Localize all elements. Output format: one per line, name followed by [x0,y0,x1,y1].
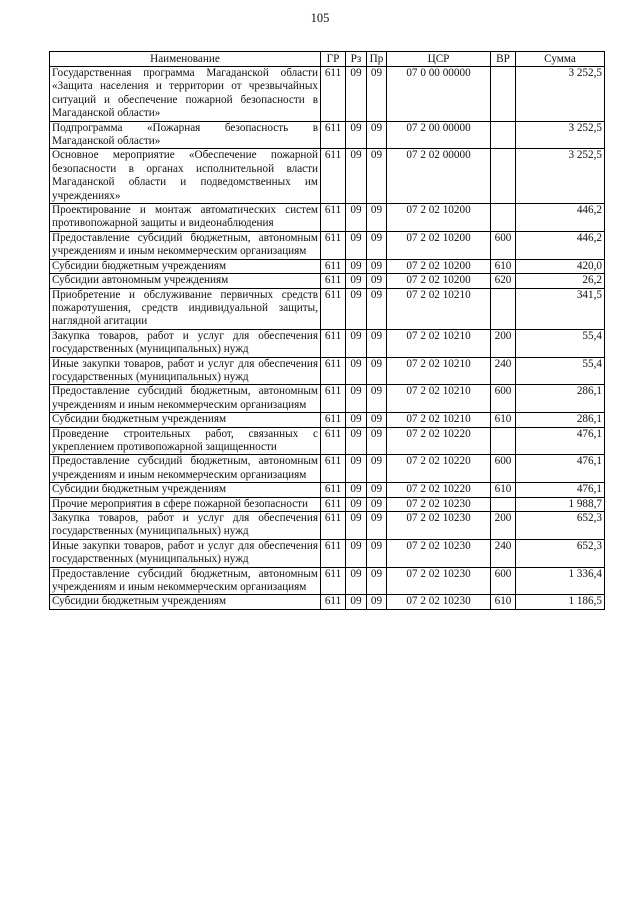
cell-rz: 09 [346,329,367,357]
cell-gr: 611 [321,288,346,329]
cell-pr: 09 [367,497,387,511]
cell-rz: 09 [346,385,367,413]
cell-sum: 55,4 [516,357,605,385]
table-row [50,121,605,149]
table-row [50,567,605,595]
cell-gr: 611 [321,67,346,122]
cell-pr: 09 [367,329,387,357]
cell-rz: 09 [346,595,367,609]
header-vr: ВР [491,52,516,67]
cell-name: Предоставление субсидий бюджетным, автономным учреждениям и иным некоммерческим организациям [50,567,321,595]
cell-rz: 09 [346,413,367,427]
cell-gr: 611 [321,455,346,483]
cell-rz: 09 [346,357,367,385]
cell-vr: 600 [491,455,516,483]
cell-pr: 09 [367,567,387,595]
cell-gr: 611 [321,567,346,595]
table-row [50,204,605,232]
cell-pr: 09 [367,149,387,204]
cell-vr [491,121,516,149]
cell-sum: 446,2 [516,204,605,232]
cell-csr: 07 2 02 10210 [387,288,491,329]
cell-vr: 620 [491,274,516,288]
cell-csr: 07 2 02 10210 [387,385,491,413]
table-row [50,483,605,497]
cell-name: Субсидии бюджетным учреждениям [50,595,321,609]
cell-sum: 286,1 [516,385,605,413]
cell-sum: 55,4 [516,329,605,357]
cell-rz: 09 [346,67,367,122]
cell-pr: 09 [367,231,387,259]
cell-csr: 07 2 02 10230 [387,567,491,595]
cell-name: Подпрограмма «Пожарная безопасность в Магаданской области» [50,121,321,149]
cell-name: Основное мероприятие «Обеспечение пожарной безопасности в органах исполнительной власти Магаданской области и подведомственных им учреждениях» [50,149,321,204]
table-row [50,385,605,413]
cell-name: Приобретение и обслуживание первичных средств пожаротушения, средств индивидуальной защиты, наглядной агитации [50,288,321,329]
table-row [50,67,605,122]
cell-rz: 09 [346,149,367,204]
cell-csr: 07 2 02 10220 [387,455,491,483]
cell-csr: 07 0 00 00000 [387,67,491,122]
table-row [50,288,605,329]
cell-csr: 07 2 00 00000 [387,121,491,149]
cell-vr: 600 [491,385,516,413]
cell-sum: 1 988,7 [516,497,605,511]
cell-vr [491,67,516,122]
cell-rz: 09 [346,274,367,288]
cell-sum: 420,0 [516,259,605,273]
cell-pr: 09 [367,385,387,413]
cell-vr: 240 [491,539,516,567]
cell-gr: 611 [321,274,346,288]
table-row [50,595,605,609]
cell-pr: 09 [367,204,387,232]
cell-pr: 09 [367,427,387,455]
cell-sum: 3 252,5 [516,149,605,204]
cell-name: Иные закупки товаров, работ и услуг для обеспечения государственных (муниципальных) нужд [50,539,321,567]
cell-vr: 610 [491,413,516,427]
cell-name: Предоставление субсидий бюджетным, автономным учреждениям и иным некоммерческим организациям [50,455,321,483]
cell-sum: 1 186,5 [516,595,605,609]
table-body [50,67,605,610]
cell-csr: 07 2 02 10220 [387,427,491,455]
cell-name: Субсидии бюджетным учреждениям [50,413,321,427]
cell-rz: 09 [346,497,367,511]
cell-pr: 09 [367,413,387,427]
cell-sum: 3 252,5 [516,121,605,149]
cell-vr: 240 [491,357,516,385]
table-row [50,274,605,288]
cell-rz: 09 [346,121,367,149]
cell-sum: 446,2 [516,231,605,259]
cell-csr: 07 2 02 10200 [387,231,491,259]
cell-gr: 611 [321,539,346,567]
table-row [50,539,605,567]
cell-rz: 09 [346,204,367,232]
table-row [50,427,605,455]
cell-gr: 611 [321,231,346,259]
cell-vr: 610 [491,259,516,273]
header-sum: Сумма [516,52,605,67]
cell-csr: 07 2 02 10220 [387,483,491,497]
cell-name: Проектирование и монтаж автоматических систем противопожарной защиты и видеонаблюдения [50,204,321,232]
cell-pr: 09 [367,274,387,288]
cell-pr: 09 [367,539,387,567]
cell-vr: 610 [491,483,516,497]
table-row [50,149,605,204]
cell-csr: 07 2 02 10200 [387,274,491,288]
cell-vr: 200 [491,329,516,357]
table-row [50,329,605,357]
cell-sum: 652,3 [516,512,605,540]
header-rz: Рз [346,52,367,67]
cell-gr: 611 [321,121,346,149]
budget-table [49,51,605,610]
cell-sum: 652,3 [516,539,605,567]
cell-name: Предоставление субсидий бюджетным, автономным учреждениям и иным некоммерческим организациям [50,231,321,259]
cell-csr: 07 2 02 10230 [387,497,491,511]
cell-sum: 476,1 [516,455,605,483]
cell-csr: 07 2 02 10200 [387,204,491,232]
cell-gr: 611 [321,204,346,232]
cell-csr: 07 2 02 10210 [387,357,491,385]
cell-sum: 476,1 [516,483,605,497]
cell-pr: 09 [367,595,387,609]
cell-name: Субсидии бюджетным учреждениям [50,259,321,273]
cell-pr: 09 [367,288,387,329]
cell-vr [491,427,516,455]
cell-vr: 600 [491,567,516,595]
cell-gr: 611 [321,329,346,357]
cell-sum: 3 252,5 [516,67,605,122]
cell-name: Проведение строительных работ, связанных с укреплением противопожарной защищенности [50,427,321,455]
cell-pr: 09 [367,483,387,497]
cell-sum: 286,1 [516,413,605,427]
cell-name: Субсидии автономным учреждениям [50,274,321,288]
cell-pr: 09 [367,357,387,385]
cell-gr: 611 [321,385,346,413]
cell-vr [491,497,516,511]
cell-gr: 611 [321,512,346,540]
cell-rz: 09 [346,427,367,455]
cell-csr: 07 2 02 10200 [387,259,491,273]
cell-name: Государственная программа Магаданской области «Защита населения и территории от чрезвычайных ситуаций и обеспечение пожарной безопасности в Магаданской области» [50,67,321,122]
cell-csr: 07 2 02 10230 [387,539,491,567]
table-row [50,357,605,385]
cell-csr: 07 2 02 00000 [387,149,491,204]
cell-gr: 611 [321,149,346,204]
header-csr: ЦСР [387,52,491,67]
cell-name: Закупка товаров, работ и услуг для обеспечения государственных (муниципальных) нужд [50,512,321,540]
cell-gr: 611 [321,497,346,511]
cell-rz: 09 [346,455,367,483]
cell-rz: 09 [346,539,367,567]
cell-rz: 09 [346,512,367,540]
cell-name: Прочие мероприятия в сфере пожарной безопасности [50,497,321,511]
cell-gr: 611 [321,427,346,455]
table-row [50,455,605,483]
cell-csr: 07 2 02 10230 [387,595,491,609]
cell-rz: 09 [346,288,367,329]
cell-name: Иные закупки товаров, работ и услуг для обеспечения государственных (муниципальных) нужд [50,357,321,385]
cell-sum: 341,5 [516,288,605,329]
cell-pr: 09 [367,259,387,273]
cell-gr: 611 [321,595,346,609]
cell-name: Закупка товаров, работ и услуг для обеспечения государственных (муниципальных) нужд [50,329,321,357]
cell-rz: 09 [346,259,367,273]
cell-name: Субсидии бюджетным учреждениям [50,483,321,497]
cell-pr: 09 [367,512,387,540]
cell-sum: 26,2 [516,274,605,288]
cell-gr: 611 [321,259,346,273]
cell-pr: 09 [367,455,387,483]
cell-rz: 09 [346,231,367,259]
table-row [50,231,605,259]
header-pr: Пр [367,52,387,67]
table-row [50,512,605,540]
cell-rz: 09 [346,483,367,497]
table-row [50,259,605,273]
cell-pr: 09 [367,67,387,122]
cell-sum: 1 336,4 [516,567,605,595]
header-name: Наименование [50,52,321,67]
cell-vr [491,288,516,329]
cell-csr: 07 2 02 10210 [387,329,491,357]
cell-vr: 200 [491,512,516,540]
header-gr: ГР [321,52,346,67]
cell-rz: 09 [346,567,367,595]
page-number: 105 [310,11,330,25]
cell-name: Предоставление субсидий бюджетным, автономным учреждениям и иным некоммерческим организациям [50,385,321,413]
cell-vr: 600 [491,231,516,259]
cell-vr [491,149,516,204]
cell-gr: 611 [321,483,346,497]
table-row [50,413,605,427]
cell-csr: 07 2 02 10230 [387,512,491,540]
table-row [50,497,605,511]
cell-csr: 07 2 02 10210 [387,413,491,427]
cell-pr: 09 [367,121,387,149]
cell-vr: 610 [491,595,516,609]
cell-vr [491,204,516,232]
cell-gr: 611 [321,413,346,427]
header-row [50,52,605,67]
cell-gr: 611 [321,357,346,385]
cell-sum: 476,1 [516,427,605,455]
